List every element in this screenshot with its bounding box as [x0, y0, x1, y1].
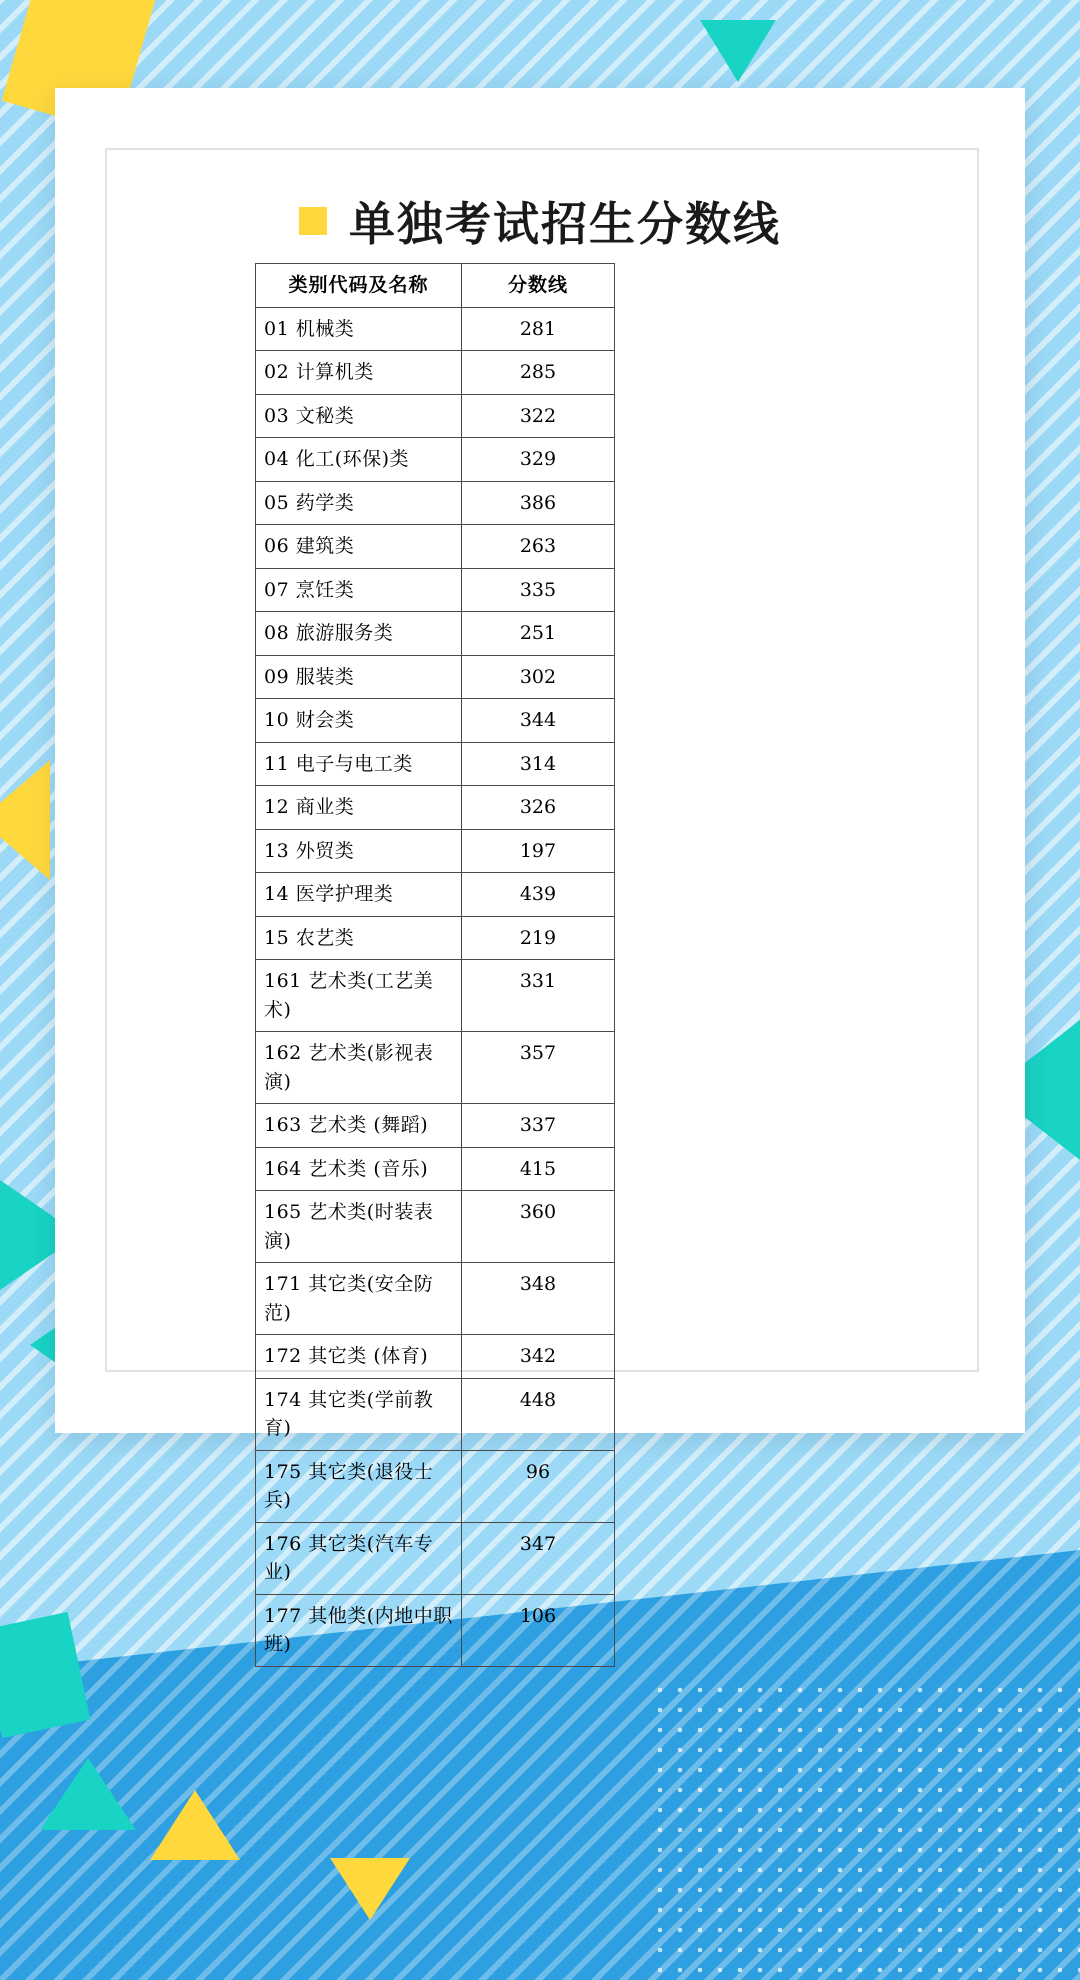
cell-score: 439: [461, 873, 614, 917]
cell-score: 285: [461, 351, 614, 395]
cell-score: 347: [461, 1522, 614, 1594]
cell-category: 176 其它类(汽车专业): [256, 1522, 462, 1594]
cell-category: 161 艺术类(工艺美术): [256, 960, 462, 1032]
table-row: [256, 1378, 615, 1450]
table-row: [256, 481, 615, 525]
cell-category: 165 艺术类(时装表演): [256, 1191, 462, 1263]
cell-category: 164 艺术类 (音乐): [256, 1147, 462, 1191]
cell-score: 348: [461, 1263, 614, 1335]
table-body: [256, 307, 615, 1666]
table-row: [256, 916, 615, 960]
score-table-wrapper: [255, 263, 615, 1667]
table-row: [256, 1104, 615, 1148]
cell-category: 06 建筑类: [256, 525, 462, 569]
cell-score: 251: [461, 612, 614, 656]
teal-triangle-decoration-bottom: [40, 1758, 136, 1830]
table-row: [256, 525, 615, 569]
yellow-triangle-decoration-left: [0, 760, 50, 880]
cell-category: 09 服装类: [256, 655, 462, 699]
yellow-triangle-decoration-bottom: [150, 1790, 240, 1860]
cell-score: 337: [461, 1104, 614, 1148]
cell-score: 314: [461, 742, 614, 786]
cell-category: 14 医学护理类: [256, 873, 462, 917]
cell-score: 448: [461, 1378, 614, 1450]
yellow-triangle-decoration-bottom-2: [330, 1858, 410, 1920]
table-row: [256, 307, 615, 351]
table-row: [256, 1147, 615, 1191]
cell-score: 344: [461, 699, 614, 743]
table-row: [256, 655, 615, 699]
teal-triangle-decoration-top: [700, 20, 776, 82]
cell-category: 175 其它类(退役士兵): [256, 1450, 462, 1522]
table-row: [256, 612, 615, 656]
table-row: [256, 1263, 615, 1335]
content-card: [55, 88, 1025, 1655]
table-row: [256, 699, 615, 743]
cell-category: 171 其它类(安全防范): [256, 1263, 462, 1335]
cell-score: 219: [461, 916, 614, 960]
table-row: [256, 873, 615, 917]
cell-category: 02 计算机类: [256, 351, 462, 395]
column-header-category: 类别代码及名称: [256, 264, 462, 308]
cell-score: 386: [461, 481, 614, 525]
table-row: [256, 829, 615, 873]
cell-score: 106: [461, 1594, 614, 1666]
cell-score: 357: [461, 1032, 614, 1104]
cell-score: 415: [461, 1147, 614, 1191]
table-row: [256, 1032, 615, 1104]
cell-category: 03 文秘类: [256, 394, 462, 438]
cell-category: 01 机械类: [256, 307, 462, 351]
table-row: [256, 742, 615, 786]
table-row: [256, 1335, 615, 1379]
cell-category: 05 药学类: [256, 481, 462, 525]
cell-category: 15 农艺类: [256, 916, 462, 960]
cell-category: 13 外贸类: [256, 829, 462, 873]
table-row: [256, 394, 615, 438]
table-row: [256, 438, 615, 482]
cell-category: 177 其他类(内地中职班): [256, 1594, 462, 1666]
cell-category: 07 烹饪类: [256, 568, 462, 612]
cell-score: 322: [461, 394, 614, 438]
table-row: [256, 1522, 615, 1594]
page-title: 单独考试招生分数线: [349, 197, 781, 251]
cell-category: 10 财会类: [256, 699, 462, 743]
table-row: [256, 786, 615, 830]
table-row: [256, 1594, 615, 1666]
cell-score: 360: [461, 1191, 614, 1263]
cell-category: 04 化工(环保)类: [256, 438, 462, 482]
table-header-row: [256, 264, 615, 308]
cell-score: 96: [461, 1450, 614, 1522]
cell-score: 263: [461, 525, 614, 569]
table-row: [256, 568, 615, 612]
dot-pattern-decoration: [650, 1680, 1080, 1980]
cell-category: 08 旅游服务类: [256, 612, 462, 656]
cell-score: 281: [461, 307, 614, 351]
table-head: [256, 264, 615, 308]
page-title-row: [55, 188, 1025, 254]
cell-category: 12 商业类: [256, 786, 462, 830]
cell-category: 174 其它类(学前教育): [256, 1378, 462, 1450]
cell-category: 11 电子与电工类: [256, 742, 462, 786]
cell-score: 302: [461, 655, 614, 699]
cell-score: 326: [461, 786, 614, 830]
cell-category: 163 艺术类 (舞蹈): [256, 1104, 462, 1148]
table-row: [256, 1450, 615, 1522]
cell-score: 331: [461, 960, 614, 1032]
square-marker-icon: [299, 207, 327, 235]
table-row: [256, 351, 615, 395]
cell-score: 197: [461, 829, 614, 873]
cell-score: 335: [461, 568, 614, 612]
cell-score: 329: [461, 438, 614, 482]
cell-category: 162 艺术类(影视表演): [256, 1032, 462, 1104]
cell-category: 172 其它类 (体育): [256, 1335, 462, 1379]
score-table: [255, 263, 615, 1667]
table-row: [256, 1191, 615, 1263]
column-header-score: 分数线: [461, 264, 614, 308]
cell-score: 342: [461, 1335, 614, 1379]
table-row: [256, 960, 615, 1032]
